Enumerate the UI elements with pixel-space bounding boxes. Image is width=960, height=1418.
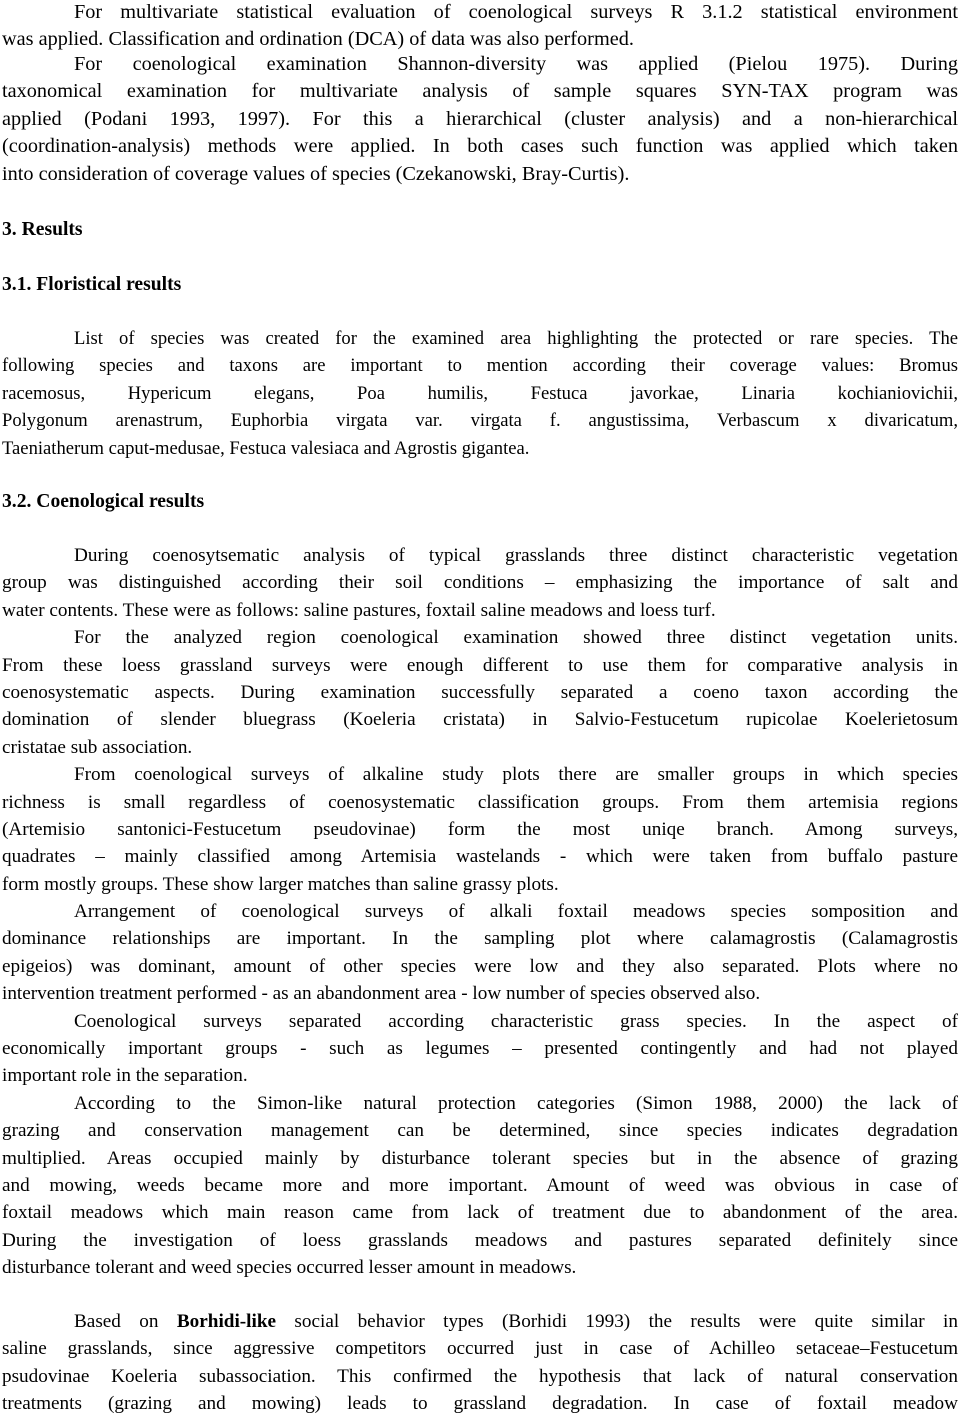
text-line: coenosystematic aspects. During examination successfully separated a coeno taxon according the <box>2 681 958 703</box>
coenological-paragraph-3 <box>2 761 958 898</box>
text-line: (Artemisio santonici-Festucetum pseudovinae) form the most uniqe branch. Among surveys, <box>2 818 958 840</box>
text-line: domination of slender bluegrass (Koeleria cristata) in Salvio-Festucetum rupicolae Koelerietosum <box>2 709 958 731</box>
text-line: quadrates – mainly classified among Artemisia wastelands - which were taken from buffalo pasture <box>2 846 958 868</box>
text-line: racemosus, Hypericum elegans, Poa humilis, Festuca javorkae, Linaria kochianiovichii, <box>2 382 958 404</box>
borhidi-term: Borhidi-like <box>176 1311 277 1332</box>
text-line: was applied. Classification and ordination (DCA) of data was also performed. <box>2 28 634 51</box>
text-line: water contents. These were as follows: saline pastures, foxtail saline meadows and loess turf. <box>2 599 716 621</box>
text-line: important role in the separation. <box>2 1065 248 1087</box>
text-line: From these loess grassland surveys were enough different to use them for comparative analysis in <box>2 654 958 676</box>
results-heading: 3. Results <box>2 219 83 240</box>
borhidi-paragraph <box>2 1308 958 1418</box>
text-line: For coenological examination Shannon-diversity was applied (Pielou 1975). During <box>74 53 958 75</box>
coenological-paragraph-1 <box>2 542 958 624</box>
text-line: Arrangement of coenological surveys of alkali foxtail meadows species somposition and <box>74 901 958 923</box>
text-line: During coenosytsematic analysis of typical grasslands three distinct characteristic vegetation <box>74 545 958 566</box>
methods-paragraph-1 <box>2 0 958 54</box>
text-line: psudovinae Koeleria subassociation. This confirmed the hypothesis that lack of natural conservation <box>2 1365 958 1387</box>
text-line: economically important groups - such as legumes – presented contingently and had not played <box>2 1038 958 1060</box>
text-line: For the analyzed region coenological examination showed three distinct vegetation units. <box>74 627 958 649</box>
text-line: multiplied. Areas occupied mainly by disturbance tolerant species but in the absence of grazing <box>2 1147 958 1169</box>
floristical-results-heading: 3.1. Floristical results <box>2 274 182 295</box>
text-line: into consideration of coverage values of species (Czekanowski, Bray-Curtis). <box>2 162 630 185</box>
text-line: Polygonum arenastrum, Euphorbia virgata var. virgata f. angustissima, Verbascum x divaricatum, <box>2 410 958 432</box>
text-line: form mostly groups. These show larger matches than saline grassy plots. <box>2 873 559 895</box>
borhidi-rest: social behavior types (Borhidi 1993) the results were quite similar in <box>276 1311 958 1332</box>
text-line: List of species was created for the examined area highlighting the protected or rare species. The <box>74 328 958 349</box>
text-line: (coordination-analysis) methods were applied. In both cases such function was applied which taken <box>2 135 958 158</box>
text-line: From coenological surveys of alkaline study plots there are smaller groups in which species <box>74 764 958 786</box>
coenological-paragraph-5 <box>2 1008 958 1090</box>
text-line: richness is small regardless of coenosystematic classification groups. From them artemisia regions <box>2 791 958 813</box>
coenological-paragraph-4 <box>2 898 958 1008</box>
text-line: For multivariate statistical evaluation of coenological surveys R 3.1.2 statistical environment <box>74 1 958 23</box>
coenological-paragraph-2 <box>2 624 958 761</box>
text-line: intervention treatment performed - as an abandonment area - low number of species observed also. <box>2 983 761 1005</box>
text-line: applied (Podani 1993, 1997). For this a hierarchical (cluster analysis) and a non-hierarchical <box>2 107 958 130</box>
coenological-section <box>2 542 958 1282</box>
text-line: According to the Simon-like natural protection categories (Simon 1988, 2000) the lack of <box>74 1092 958 1114</box>
text-line: dominance relationships are important. In the sampling plot where calamagrostis (Calamagrostis <box>2 928 958 950</box>
text-line <box>2 1308 958 1335</box>
methods-paragraph-2 <box>2 51 958 188</box>
text-line: following species and taxons are important to mention according their coverage values: Bromus <box>2 355 958 377</box>
text-line: taxonomical examination for multivariate analysis of sample squares SYN-TAX program was <box>2 80 958 103</box>
text-line: Taeniatherum caput-medusae, Festuca valesiaca and Agrostis gigantea. <box>2 437 530 459</box>
text-line: Coenological surveys separated according characteristic grass species. In the aspect of <box>74 1010 958 1032</box>
text-line: disturbance tolerant and weed species occurred lesser amount in meadows. <box>2 1257 577 1279</box>
text-line: grazing and conservation management can be determined, since species indicates degradation <box>2 1120 958 1142</box>
borhidi-prefix: Based on <box>74 1311 177 1332</box>
text-line: and mowing, weeds became more and more important. Amount of weed was obvious in case of <box>2 1174 958 1196</box>
text-line: cristatae sub association. <box>2 736 193 758</box>
coenological-results-heading: 3.2. Coenological results <box>2 491 205 512</box>
coenological-paragraph-6 <box>2 1090 958 1282</box>
text-line: treatments (grazing and mowing) leads to grassland degradation. In case of foxtail meadow <box>2 1393 958 1415</box>
floristical-paragraph <box>2 325 958 462</box>
text-line: group was distinguished according their soil conditions – emphasizing the importance of salt and <box>2 572 958 594</box>
text-line: saline grasslands, since aggressive competitors occurred just in case of Achilleo setaceae–Festucetum <box>2 1338 958 1360</box>
text-line: During the investigation of loess grasslands meadows and pastures separated definitely since <box>2 1229 958 1251</box>
text-line: epigeios) was dominant, amount of other species were low and they also separated. Plots where no <box>2 955 958 977</box>
text-line: foxtail meadows which main reason came from lack of treatment due to abandonment of the area. <box>2 1202 958 1224</box>
